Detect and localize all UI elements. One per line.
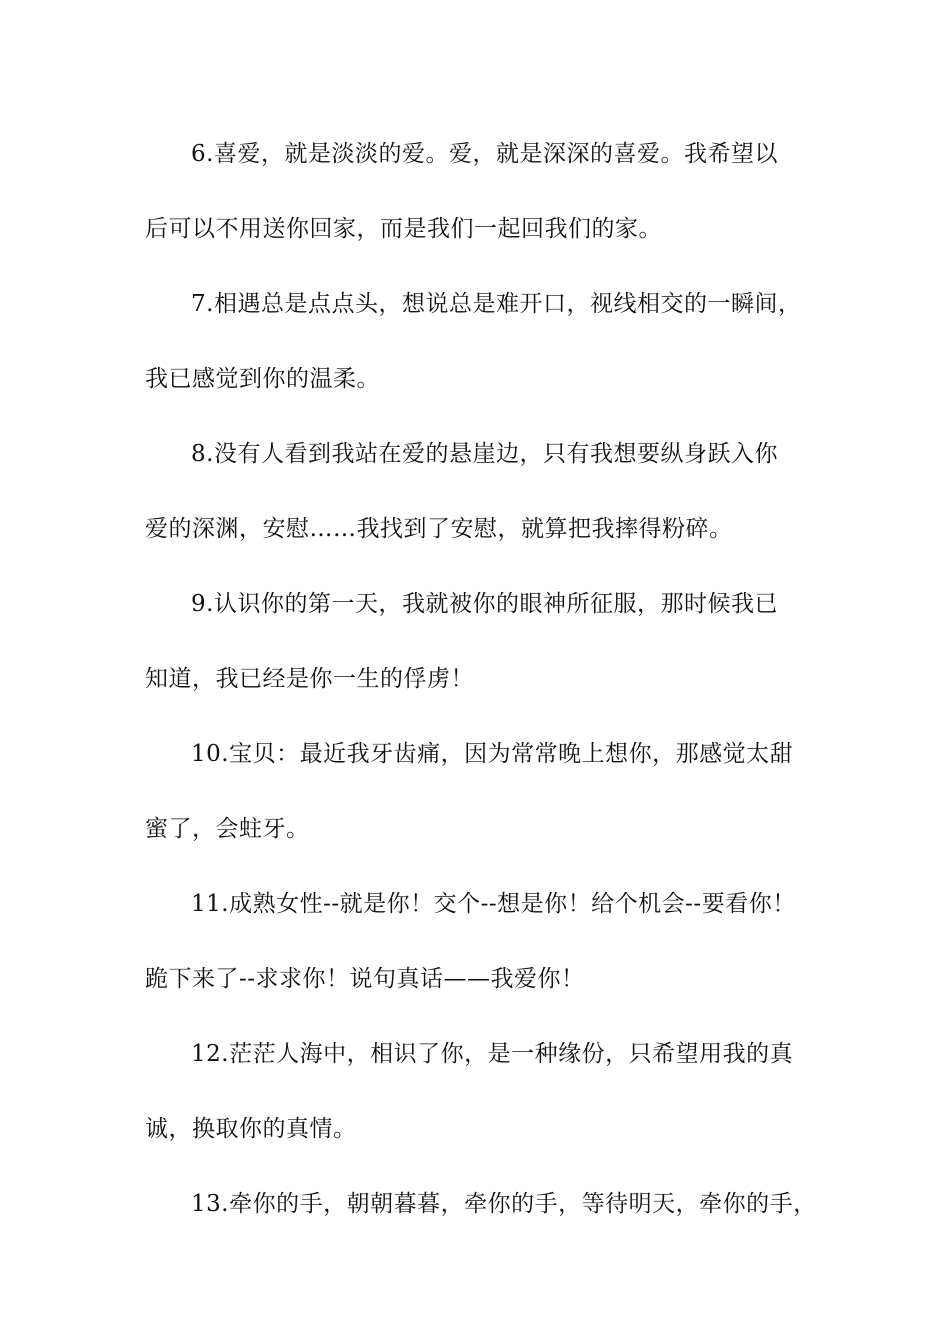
paragraph-line: 10.宝贝：最近我牙齿痛，因为常常晚上想你，那感觉太甜 [191,741,794,767]
paragraph-line: 爱的深渊，安慰……我找到了安慰，就算把我摔得粉碎。 [145,516,733,542]
paragraph-11 [145,867,835,1017]
paragraph-line: 11.成熟女性--就是你！交个--想是你！给个机会--要看你！ [191,891,796,917]
paragraph-line: 我已感觉到你的温柔。 [145,366,380,392]
document-body [145,117,835,1242]
paragraph-line: 12.茫茫人海中，相识了你，是一种缘份，只希望用我的真 [191,1041,794,1067]
paragraph-7 [145,267,835,417]
paragraph-line: 诚，换取你的真情。 [145,1116,357,1142]
paragraph-line: 跪下来了--求求你！说句真话——我爱你！ [145,966,585,992]
paragraph-12 [145,1017,835,1167]
paragraph-13 [145,1167,835,1242]
paragraph-6 [145,117,835,267]
paragraph-line: 7.相遇总是点点头，想说总是难开口，视线相交的一瞬间， [191,291,802,317]
paragraph-line: 6.喜爱，就是淡淡的爱。爱，就是深深的喜爱。我希望以 [191,141,778,167]
paragraph-line: 蜜了，会蛀牙。 [145,816,310,842]
paragraph-line: 知道，我已经是你一生的俘虏！ [145,666,474,692]
paragraph-line: 9.认识你的第一天，我就被你的眼神所征服，那时候我已 [191,591,778,617]
paragraph-line: 13.牵你的手，朝朝暮暮，牵你的手，等待明天，牵你的手， [191,1191,817,1217]
paragraph-9 [145,567,835,717]
paragraph-line: 后可以不用送你回家，而是我们一起回我们的家。 [145,216,662,242]
paragraph-line: 8.没有人看到我站在爱的悬崖边，只有我想要纵身跃入你 [191,441,778,467]
paragraph-8 [145,417,835,567]
paragraph-10 [145,717,835,867]
